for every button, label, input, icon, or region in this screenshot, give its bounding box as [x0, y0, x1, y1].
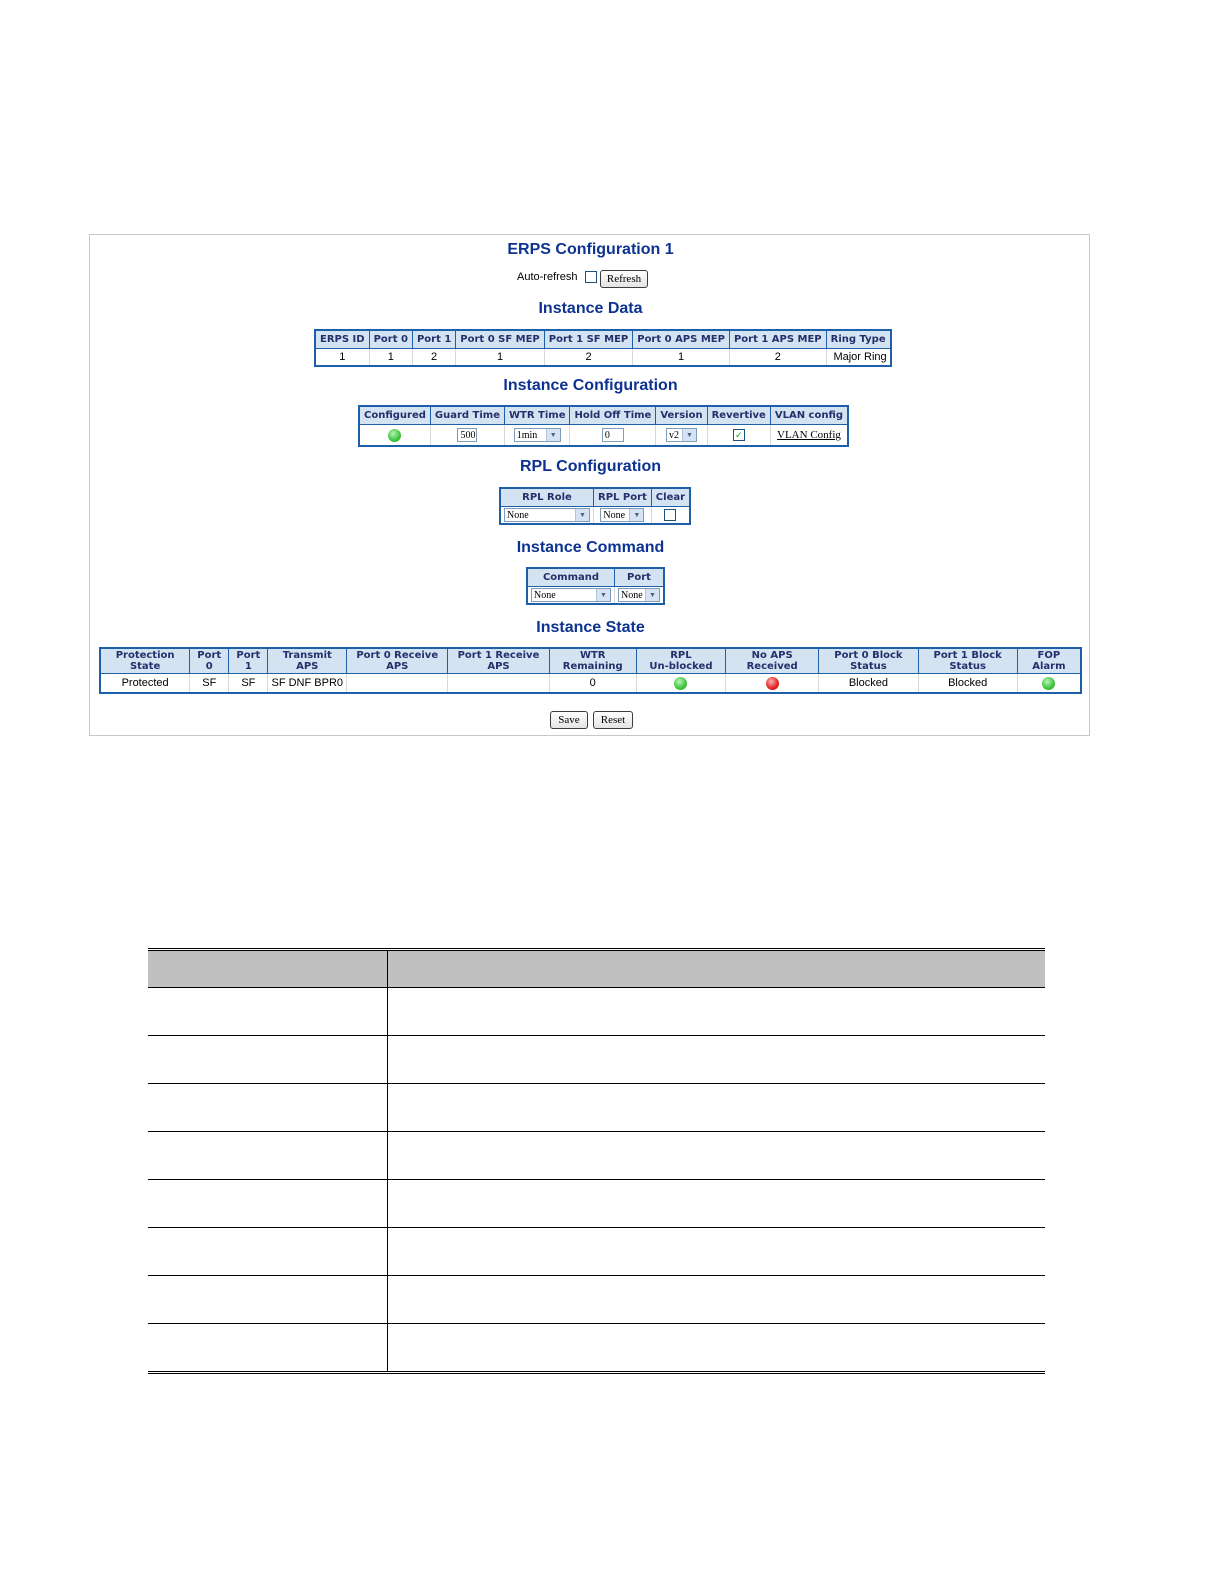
- header-line: Port: [197, 650, 222, 661]
- guard-time-input[interactable]: 500: [457, 428, 477, 442]
- chevron-down-icon: ▼: [645, 589, 659, 601]
- command-value: None: [534, 590, 556, 601]
- cell-rpl-role: [500, 507, 594, 525]
- hold-off-time-input[interactable]: 0: [602, 428, 624, 442]
- instance-data-table: [314, 329, 892, 367]
- version-value: v2: [668, 430, 679, 441]
- cell-wtr-remaining: 0: [549, 674, 636, 694]
- cell-rpl-unblocked: [636, 674, 725, 694]
- description-row: [148, 1036, 1045, 1084]
- cell-state-port1: SF: [229, 674, 268, 694]
- header-clear: Clear: [651, 488, 690, 507]
- cell-hold-off-time: [570, 425, 656, 447]
- header-line: No APS: [751, 650, 793, 661]
- rpl-config-row: [500, 507, 690, 525]
- header-rpl-unblocked: [636, 648, 725, 674]
- command-port-select[interactable]: [618, 588, 660, 602]
- cell-command: [527, 587, 615, 605]
- cell-no-aps-received: [726, 674, 819, 694]
- header-port0: Port 0: [369, 330, 412, 349]
- description-row: [148, 1324, 1045, 1373]
- cell-port1-block-status: Blocked: [918, 674, 1017, 694]
- chevron-down-icon: ▼: [596, 589, 610, 601]
- description-cell: [388, 1132, 1046, 1180]
- header-line: Transmit: [282, 650, 332, 661]
- chevron-down-icon: ▼: [575, 509, 589, 521]
- header-command: Command: [527, 568, 615, 587]
- cell-guard-time: [430, 425, 504, 447]
- header-erps-id: ERPS ID: [315, 330, 369, 349]
- header-line: Received: [746, 661, 798, 672]
- cell-port0-sf-mep: 1: [456, 349, 544, 367]
- header-line: APS: [296, 661, 319, 672]
- header-rpl-port: RPL Port: [594, 488, 652, 507]
- description-cell: [148, 1036, 388, 1084]
- cell-configured: [359, 425, 430, 447]
- instance-state-heading: Instance State: [536, 619, 645, 636]
- header-state-port1: [229, 648, 268, 674]
- header-state-port0: [190, 648, 229, 674]
- description-row: [148, 1180, 1045, 1228]
- cell-protection-state: Protected: [100, 674, 190, 694]
- cell-clear: [651, 507, 690, 525]
- header-port1-sf-mep: Port 1 SF MEP: [544, 330, 632, 349]
- header-line: Status: [949, 661, 986, 672]
- header-hold-off-time: Hold Off Time: [570, 406, 656, 425]
- instance-data-header-row: [315, 330, 891, 349]
- cell-port0-receive-aps: [347, 674, 448, 694]
- header-line: Port 1 Block: [933, 650, 1002, 661]
- rpl-port-value: None: [603, 510, 626, 521]
- description-cell: [148, 1228, 388, 1276]
- description-row: [148, 1132, 1045, 1180]
- header-line: WTR: [579, 650, 606, 661]
- instance-state-header-row: [100, 648, 1081, 674]
- erps-config-panel: [89, 234, 1090, 736]
- no-aps-received-status-icon: [766, 677, 779, 690]
- header-protection-state: [100, 648, 190, 674]
- header-wtr-remaining: [549, 648, 636, 674]
- description-row: [148, 988, 1045, 1036]
- chevron-down-icon: ▼: [546, 429, 560, 441]
- page-title: ERPS Configuration 1: [507, 241, 674, 258]
- header-guard-time: Guard Time: [430, 406, 504, 425]
- cell-wtr-time: [505, 425, 570, 447]
- cell-transmit-aps: SF DNF BPR0: [268, 674, 347, 694]
- description-cell: [148, 1324, 388, 1373]
- header-revertive: Revertive: [707, 406, 770, 425]
- description-cell: [148, 988, 388, 1036]
- description-cell: [388, 1228, 1046, 1276]
- header-line: FOP: [1037, 650, 1061, 661]
- header-no-aps-received: [726, 648, 819, 674]
- header-port0-sf-mep: Port 0 SF MEP: [456, 330, 544, 349]
- cell-revertive: [707, 425, 770, 447]
- header-ring-type: Ring Type: [826, 330, 890, 349]
- auto-refresh-group: [517, 271, 597, 283]
- instance-state-row: [100, 674, 1081, 694]
- description-cell: [388, 1084, 1046, 1132]
- cell-vlan-config: [770, 425, 848, 447]
- description-row: [148, 1276, 1045, 1324]
- cell-ring-type: Major Ring: [826, 349, 890, 367]
- description-cell: [148, 1180, 388, 1228]
- reset-button[interactable]: Reset: [593, 711, 633, 729]
- instance-configuration-heading: Instance Configuration: [503, 377, 678, 394]
- revertive-checkbox[interactable]: ✓: [733, 429, 745, 441]
- instance-data-heading: Instance Data: [538, 300, 643, 317]
- cell-port1: 2: [412, 349, 455, 367]
- refresh-button[interactable]: Refresh: [600, 270, 648, 288]
- header-line: Port: [236, 650, 261, 661]
- header-line: Alarm: [1032, 661, 1066, 672]
- description-row: [148, 1228, 1045, 1276]
- cell-port0-aps-mep: 1: [633, 349, 730, 367]
- header-line: Remaining: [562, 661, 623, 672]
- description-header-row: [148, 950, 1045, 988]
- header-port: Port: [615, 568, 665, 587]
- rpl-configuration-heading: RPL Configuration: [519, 458, 662, 475]
- header-line: APS: [487, 661, 510, 672]
- cell-fop-alarm: [1017, 674, 1081, 694]
- header-line: Port 1 Receive: [457, 650, 540, 661]
- header-port1: Port 1: [412, 330, 455, 349]
- description-cell: [148, 1276, 388, 1324]
- rpl-role-select[interactable]: [504, 508, 590, 522]
- header-fop-alarm: [1017, 648, 1081, 674]
- description-cell: [388, 1276, 1046, 1324]
- rpl-port-select[interactable]: [600, 508, 644, 522]
- chevron-down-icon: ▼: [629, 509, 643, 521]
- instance-state-table: [99, 647, 1082, 694]
- wtr-time-value: 1min: [516, 430, 538, 441]
- header-line: State: [129, 661, 161, 672]
- cell-state-port0: SF: [190, 674, 229, 694]
- description-cell: [388, 988, 1046, 1036]
- header-line: Status: [850, 661, 887, 672]
- cell-port0: 1: [369, 349, 412, 367]
- instance-config-row: [359, 425, 848, 447]
- header-line: Protection: [115, 650, 175, 661]
- description-cell: [148, 1084, 388, 1132]
- header-port1-aps-mep: Port 1 APS MEP: [729, 330, 826, 349]
- header-port1-receive-aps: [448, 648, 549, 674]
- vlan-config-link[interactable]: VLAN Config: [777, 429, 841, 441]
- rpl-unblocked-status-icon: [674, 677, 687, 690]
- command-select[interactable]: [531, 588, 611, 602]
- instance-command-heading: Instance Command: [516, 539, 665, 556]
- cell-version: [656, 425, 707, 447]
- description-cell: [388, 1036, 1046, 1084]
- fop-alarm-status-icon: [1042, 677, 1055, 690]
- header-line: Port 0 Block: [834, 650, 903, 661]
- header-line: 1: [244, 661, 252, 672]
- instance-config-header-row: [359, 406, 848, 425]
- header-line: Un-blocked: [649, 661, 713, 672]
- header-line: Port 0 Receive: [356, 650, 439, 661]
- rpl-config-header-row: [500, 488, 690, 507]
- header-rpl-role: RPL Role: [500, 488, 594, 507]
- instance-config-table: [358, 405, 849, 447]
- save-button[interactable]: Save: [550, 711, 588, 729]
- header-line: RPL: [670, 650, 692, 661]
- command-port-value: None: [621, 590, 643, 601]
- description-cell: [148, 1132, 388, 1180]
- cell-port1-aps-mep: 2: [729, 349, 826, 367]
- version-select[interactable]: [666, 428, 697, 442]
- cell-rpl-port: [594, 507, 652, 525]
- description-cell: [388, 1324, 1046, 1373]
- auto-refresh-label: Auto-refresh: [517, 271, 578, 283]
- header-port0-aps-mep: Port 0 APS MEP: [633, 330, 730, 349]
- header-line: 0: [205, 661, 213, 672]
- header-port0-receive-aps: [347, 648, 448, 674]
- header-port0-block-status: [819, 648, 918, 674]
- instance-command-header-row: [527, 568, 664, 587]
- description-header-object: [148, 950, 388, 988]
- clear-checkbox[interactable]: [664, 509, 676, 521]
- header-wtr-time: WTR Time: [505, 406, 570, 425]
- header-line: APS: [386, 661, 409, 672]
- instance-command-row: [527, 587, 664, 605]
- chevron-down-icon: ▼: [682, 429, 696, 441]
- configured-status-icon: [388, 429, 401, 442]
- header-vlan-config: VLAN config: [770, 406, 848, 425]
- cell-erps-id: 1: [315, 349, 369, 367]
- description-row: [148, 1084, 1045, 1132]
- wtr-time-select[interactable]: [514, 428, 561, 442]
- description-header-description: [388, 950, 1046, 988]
- cell-port1-receive-aps: [448, 674, 549, 694]
- auto-refresh-checkbox[interactable]: [585, 271, 597, 283]
- header-configured: Configured: [359, 406, 430, 425]
- rpl-config-table: [499, 487, 691, 525]
- cell-port1-sf-mep: 2: [544, 349, 632, 367]
- header-version: Version: [656, 406, 707, 425]
- description-table: [148, 948, 1045, 1374]
- rpl-role-value: None: [507, 510, 529, 521]
- header-port1-block-status: [918, 648, 1017, 674]
- instance-command-table: [526, 567, 665, 605]
- cell-port0-block-status: Blocked: [819, 674, 918, 694]
- cell-port: [615, 587, 665, 605]
- instance-data-row: [315, 349, 891, 367]
- header-transmit-aps: [268, 648, 347, 674]
- description-cell: [388, 1180, 1046, 1228]
